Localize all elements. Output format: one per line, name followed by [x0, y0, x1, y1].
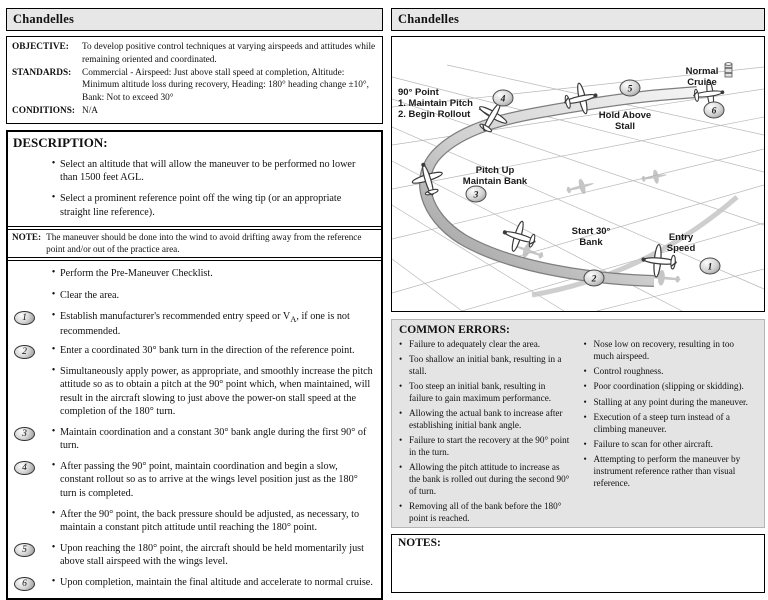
objective-standards-box — [6, 36, 383, 124]
description-step-row — [14, 289, 375, 304]
description-title: DESCRIPTION: — [13, 134, 108, 150]
step-text: Select an altitude that will allow the maneuver to be performed no lower than 1500 feet AGL. — [60, 158, 356, 184]
bullet-icon: • — [399, 339, 403, 349]
conditions-label: CONDITIONS: — [12, 106, 76, 117]
step-text: Maintain coordination and a constant 30° bank angle during the first 90° of turn. — [60, 426, 367, 452]
bullet-icon: • — [399, 354, 403, 365]
label-pitch-up: Pitch Up — [475, 165, 515, 176]
step-text: After the 90° point, the back pressure should be adjusted, as necessary, to maintain a constant pitch attitude until reaching the 180° point. — [60, 508, 360, 534]
step-badge-5 — [620, 80, 640, 96]
objective-label: OBJECTIVE: — [12, 42, 69, 52]
label-begin-rollout: 2. Begin Rollout — [398, 109, 471, 120]
step-number-badge: 3 — [14, 427, 35, 441]
label-normal: Normal — [685, 66, 719, 77]
step-number-badge: 4 — [14, 461, 35, 475]
step-number-badge: 5 — [14, 543, 35, 557]
bullet-icon: • — [583, 411, 587, 422]
common-error-item — [399, 381, 572, 405]
common-error-text: Allowing the pitch attitude to increase as the bank is rolled out during the second 90° of turn. — [409, 462, 570, 496]
svg-text:4: 4 — [500, 94, 506, 105]
notes-title: NOTES: — [398, 537, 441, 549]
common-error-item — [399, 339, 572, 351]
bullet-icon: • — [51, 425, 56, 437]
common-error-item — [584, 381, 757, 393]
common-error-item — [584, 412, 757, 436]
conditions-text: N/A — [82, 106, 99, 117]
step-badge-4 — [493, 90, 513, 106]
common-error-item — [584, 339, 757, 363]
svg-text:1: 1 — [707, 262, 713, 273]
description-step-row — [14, 158, 375, 186]
svg-text:6: 6 — [711, 106, 717, 117]
description-box — [6, 130, 383, 600]
bullet-icon: • — [399, 462, 403, 473]
note-strip — [8, 226, 381, 262]
label-bank: Bank — [579, 237, 603, 248]
common-error-text: Attempting to perform the maneuver by instrument reference rather than visual reference. — [593, 454, 741, 488]
label-90-point: 90° Point — [398, 87, 439, 98]
objective-text: To develop positive control techniques at varying airspeeds and attitudes while remaining oriented and coordinated. — [82, 42, 376, 65]
bullet-icon: • — [51, 343, 56, 355]
maneuver-diagram — [391, 36, 765, 312]
common-error-item — [584, 397, 757, 409]
step-text: After passing the 90° point, maintain coordination and begin a slow, constant rollout so as to arrive at the wings level position just as the 180° turn is completed. — [60, 461, 358, 499]
common-error-text: Failure to scan for other aircraft. — [593, 438, 713, 449]
step-badge-1 — [700, 258, 720, 274]
objective-row — [12, 41, 376, 67]
common-error-item — [399, 408, 572, 432]
bullet-icon: • — [583, 438, 587, 449]
description-step-row — [14, 310, 375, 338]
bullet-icon: • — [51, 507, 56, 519]
description-step-row — [14, 426, 375, 454]
label-entry: Entry — [668, 232, 694, 243]
bullet-icon: • — [583, 339, 587, 349]
step-text: Enter a coordinated 30° bank turn in the direction of the reference point. — [60, 344, 355, 356]
label-start-30: Start 30° — [571, 226, 611, 237]
common-error-text: Allowing the actual bank to increase after establishing initial bank angle. — [409, 408, 563, 431]
note-label: NOTE: — [12, 231, 42, 242]
common-error-text: Execution of a steep turn instead of a climbing maneuver. — [593, 411, 730, 434]
label-maintain-pitch: 1. Maintain Pitch — [398, 98, 473, 109]
common-errors-left-list — [399, 339, 572, 525]
bullet-icon: • — [51, 192, 56, 204]
bullet-icon: • — [399, 501, 403, 512]
step-text: Select a prominent reference point off the wing tip (or an appropriate straight line reference). — [60, 193, 342, 218]
bullet-icon: • — [399, 381, 403, 392]
step-text: Establish manufacturer's recommended entry speed or $V_A$, if one is not recommended. — [60, 310, 350, 337]
standards-row — [12, 67, 376, 105]
label-hold-above: Hold Above — [598, 110, 652, 121]
common-errors-box — [391, 319, 765, 528]
step-number-badge: 1 — [14, 311, 35, 325]
description-steps — [8, 267, 381, 591]
step-text: Simultaneously apply power, as appropriate, and smoothly increase the pitch attitude so as to obtain a pitch at the 90° point which, when maintained, will result in the aircraft slowing to just above the power-on stall speed at the completion of the 180° turn. — [60, 366, 373, 417]
conditions-row — [12, 105, 376, 118]
standards-label: STANDARDS: — [12, 67, 72, 78]
step-number-badge: 2 — [14, 345, 35, 359]
description-step-row — [14, 508, 375, 536]
description-step-row — [14, 542, 375, 570]
step-text: Clear the area. — [60, 289, 120, 301]
note-text: The maneuver should be done into the wind to avoid drifting away from the reference point and/or out of the practice area. — [46, 231, 362, 255]
common-error-text: Too shallow an initial bank, resulting in a stall. — [409, 354, 562, 377]
bullet-icon: • — [51, 460, 56, 472]
step-text: Upon reaching the 180° point, the aircraft should be held momentarily just above stall airspeed with the wings level. — [60, 543, 364, 568]
description-step-row — [14, 460, 375, 502]
common-error-text: Failure to start the recovery at the 90° point in the turn. — [409, 435, 570, 458]
common-error-item — [584, 439, 757, 451]
common-error-text: Control roughness. — [593, 366, 664, 377]
common-error-item — [584, 366, 757, 378]
description-pre-note-steps — [8, 158, 381, 221]
description-step-row — [14, 365, 375, 420]
bullet-icon: • — [51, 576, 56, 588]
svg-text:2: 2 — [591, 274, 597, 285]
common-error-item — [399, 354, 572, 378]
bullet-icon: • — [399, 435, 403, 446]
step-badge-3 — [466, 186, 486, 202]
common-error-item — [584, 454, 757, 489]
common-error-text: Poor coordination (slipping or skidding). — [593, 381, 744, 392]
common-error-item — [399, 462, 572, 497]
svg-text:5: 5 — [627, 84, 633, 95]
right-column — [391, 8, 765, 593]
common-error-text: Failure to adequately clear the area. — [409, 339, 541, 349]
svg-text:3: 3 — [473, 190, 479, 201]
bullet-icon: • — [583, 381, 587, 392]
step-number-badge: 6 — [14, 577, 35, 591]
common-error-text: Too steep an initial bank, resulting in failure to gain maximum performance. — [409, 381, 552, 404]
airplane-icon-start-bank — [498, 217, 539, 257]
common-error-item — [399, 501, 572, 525]
label-cruise: Cruise — [687, 77, 717, 88]
chandelle-diagram-svg — [392, 37, 764, 311]
label-maintain-bank: Maintain Bank — [462, 176, 528, 187]
airplane-shadow-icon — [564, 176, 596, 198]
step-text: Perform the Pre-Maneuver Checklist. — [60, 268, 213, 280]
bullet-icon: • — [583, 454, 587, 465]
common-error-text: Nose low on recovery, resulting in too much airspeed. — [593, 339, 735, 361]
pylon-icon — [725, 63, 732, 77]
description-step-row — [14, 344, 375, 359]
bullet-icon: • — [51, 267, 56, 279]
step-badge-2 — [584, 270, 604, 286]
bullet-icon: • — [399, 408, 403, 419]
standards-text: Commercial - Airspeed: Just above stall speed at completion, Altitude: Minimum altitude loss during recovery, Heading: 180° heading change ±10°, Bank: Not to exceed 30° — [82, 67, 369, 104]
bullet-icon: • — [51, 309, 56, 321]
left-column — [6, 8, 383, 600]
label-speed: Speed — [666, 243, 696, 254]
airplane-shadow-icon — [640, 168, 668, 187]
description-step-row — [14, 576, 375, 591]
step-text: Upon completion, maintain the final altitude and accelerate to normal cruise. — [60, 577, 373, 589]
bullet-icon: • — [51, 542, 56, 554]
common-error-text: Stalling at any point during the maneuver. — [593, 396, 748, 407]
page-title: Chandelles — [6, 8, 383, 31]
notes-box — [391, 534, 765, 593]
bullet-icon: • — [51, 288, 56, 300]
common-error-text: Removing all of the bank before the 180° point is reached. — [409, 501, 562, 523]
step-badge-6 — [704, 102, 724, 118]
bullet-icon: • — [583, 366, 587, 377]
common-errors-title: COMMON ERRORS: — [399, 324, 510, 336]
bullet-icon: • — [51, 157, 56, 169]
description-step-row — [14, 267, 375, 282]
description-step-row — [14, 192, 375, 220]
common-errors-right-list — [584, 339, 757, 489]
common-error-item — [399, 435, 572, 459]
label-stall: Stall — [614, 121, 636, 132]
bullet-icon: • — [583, 396, 587, 407]
bullet-icon: • — [51, 365, 56, 377]
page-title-right: Chandelles — [391, 8, 765, 31]
